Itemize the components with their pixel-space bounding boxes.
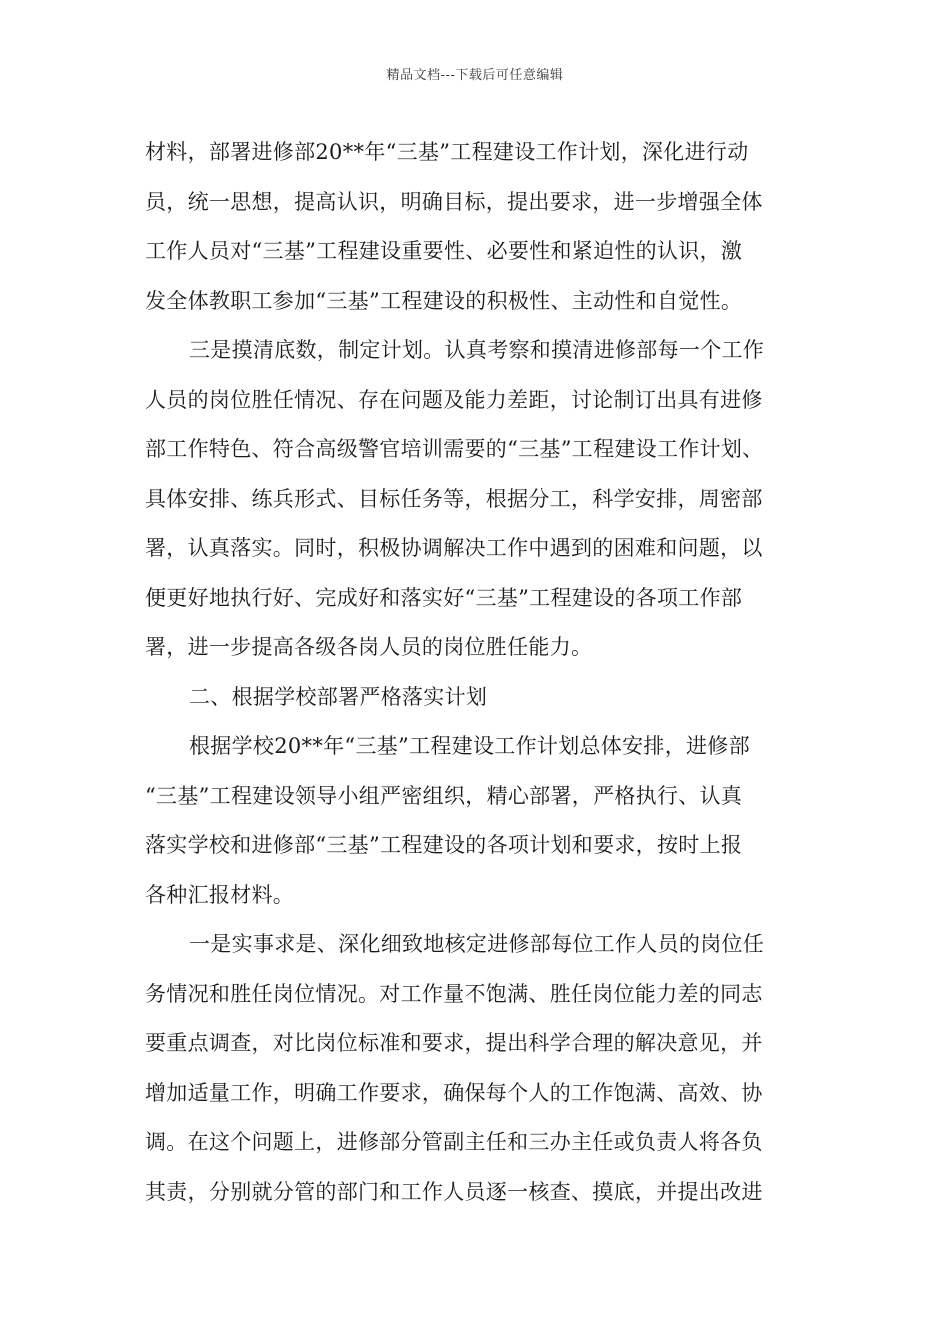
text-line: 各种汇报材料。 [145,882,295,907]
text-line: 具体安排、练兵形式、目标任务等，根据分工，科学安排，周密部 [145,486,763,511]
text-line: 便更好地执行好、完成好和落实好“三基”工程建设的各项工作部 [145,585,743,610]
text-line: 其责，分别就分管的部门和工作人员逐一核查、摸底，并提出改进 [145,1179,763,1204]
page-header: 精品文档---下载后可任意编辑 [386,68,564,83]
text-line: 二、根据学校部署严格落实计划 [189,684,488,709]
text-line: 员，统一思想，提高认识，明确目标，提出要求，进一步增强全体 [145,189,763,214]
text-line: 调。在这个问题上，进修部分管副主任和三办主任或负责人将各负 [145,1130,763,1154]
text-line: 人员的岗位胜任情况、存在问题及能力差距，讨论制订出具有进修 [145,387,763,412]
text-line: 一是实事求是、深化细致地核定进修部每位工作人员的岗位任 [189,932,765,956]
text-line: 务情况和胜任岗位情况。对工作量不饱满、胜任岗位能力差的同志 [145,981,763,1006]
text-line: 增加适量工作，明确工作要求，确保每个人的工作饱满、高效、协 [145,1080,763,1105]
text-line: 落实学校和进修部“三基”工程建设的各项计划和要求，按时上报 [145,833,743,857]
text-line: 部工作特色、符合高级警官培训需要的“三基”工程建设工作计划、 [145,437,764,461]
text-line: 工作人员对“三基”工程建设重要性、必要性和紧迫性的认识，激 [145,239,743,263]
text-line: 根据学校20**年“三基”工程建设工作计划总体安排，进修部 [189,734,750,758]
document-body [145,128,810,1217]
text-line: 署，认真落实。同时，积极协调解决工作中遇到的困难和问题，以 [145,536,763,560]
text-line: 署，进一步提高各级各岗人员的岗位胜任能力。 [145,635,593,659]
text-line: 三是摸清底数，制定计划。认真考察和摸清进修部每一个工作 [189,338,765,362]
text-line: 要重点调查，对比岗位标准和要求，提出科学合理的解决意见，并 [145,1031,763,1055]
text-line: “三基”工程建设领导小组严密组织，精心部署，严格执行、认真 [145,783,743,808]
text-line: 材料，部署进修部20**年“三基”工程建设工作计划，深化进行动 [145,140,749,164]
text-line: 发全体教职工参加“三基”工程建设的积极性、主动性和自觉性。 [145,288,743,313]
